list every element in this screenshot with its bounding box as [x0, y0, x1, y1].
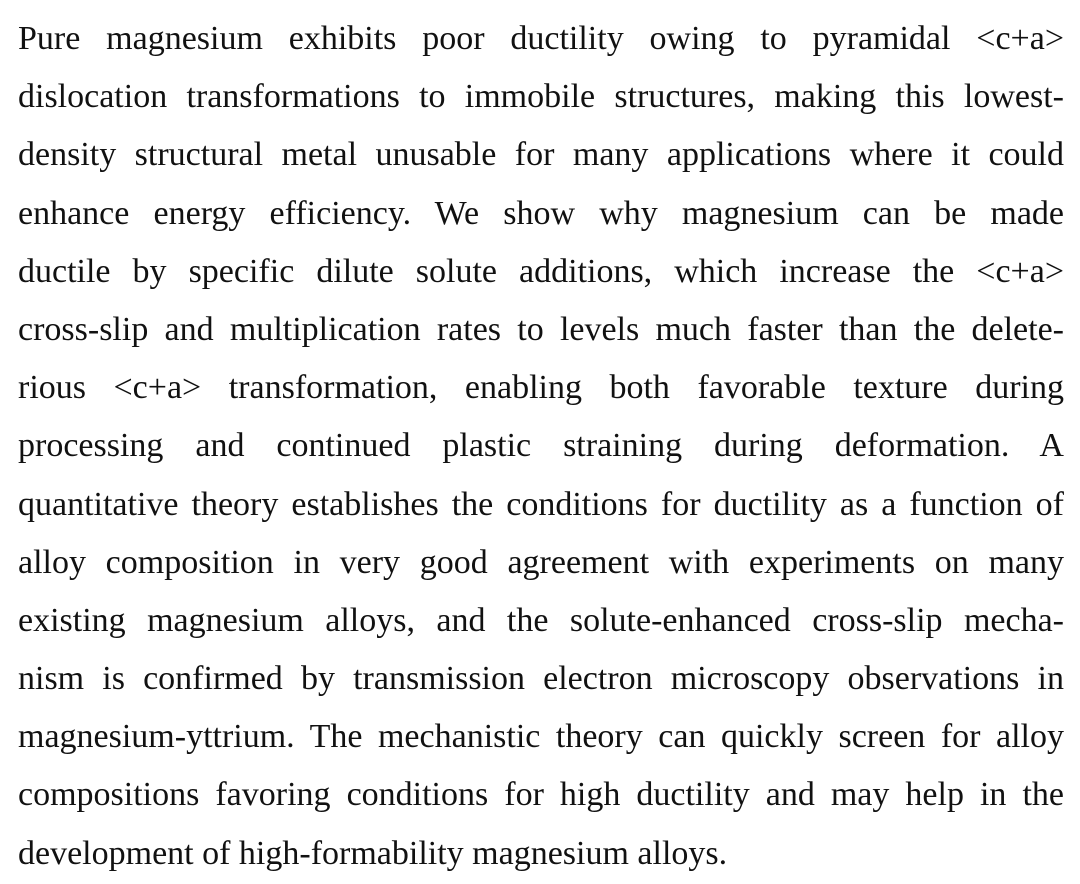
abstract-paragraph — [18, 10, 1064, 883]
abstract-line: dislocation transformations to immobile structures, making this lowest- — [18, 78, 1064, 116]
abstract-line: processing and continued plastic straining during deformation. A — [18, 427, 1064, 465]
abstract-line: cross-slip and multiplication rates to levels much faster than the delete- — [18, 310, 1064, 348]
abstract-line: existing magnesium alloys, and the solute-enhanced cross-slip mecha- — [18, 601, 1064, 639]
abstract-line: density structural metal unusable for many applications where it could — [18, 136, 1064, 174]
abstract-line: compositions favoring conditions for high ductility and may help in the — [18, 776, 1064, 814]
abstract-line: Pure magnesium exhibits poor ductility owing to pyramidal <c+a> — [18, 20, 1064, 57]
abstract-line: ductile by specific dilute solute additions, which increase the <c+a> — [18, 252, 1064, 290]
abstract-line: development of high-formability magnesium alloys. — [18, 834, 728, 872]
abstract-line: enhance energy efficiency. We show why magnesium can be made — [18, 194, 1064, 232]
abstract-line: quantitative theory establishes the conditions for ductility as a function of — [18, 485, 1064, 523]
abstract-line: rious <c+a> transformation, enabling both favorable texture during — [18, 369, 1064, 407]
abstract-line: nism is confirmed by transmission electron microscopy observations in — [18, 660, 1064, 698]
abstract-line: magnesium-yttrium. The mechanistic theory can quickly screen for alloy — [18, 718, 1064, 756]
abstract-line: alloy composition in very good agreement with experiments on many — [18, 543, 1064, 581]
